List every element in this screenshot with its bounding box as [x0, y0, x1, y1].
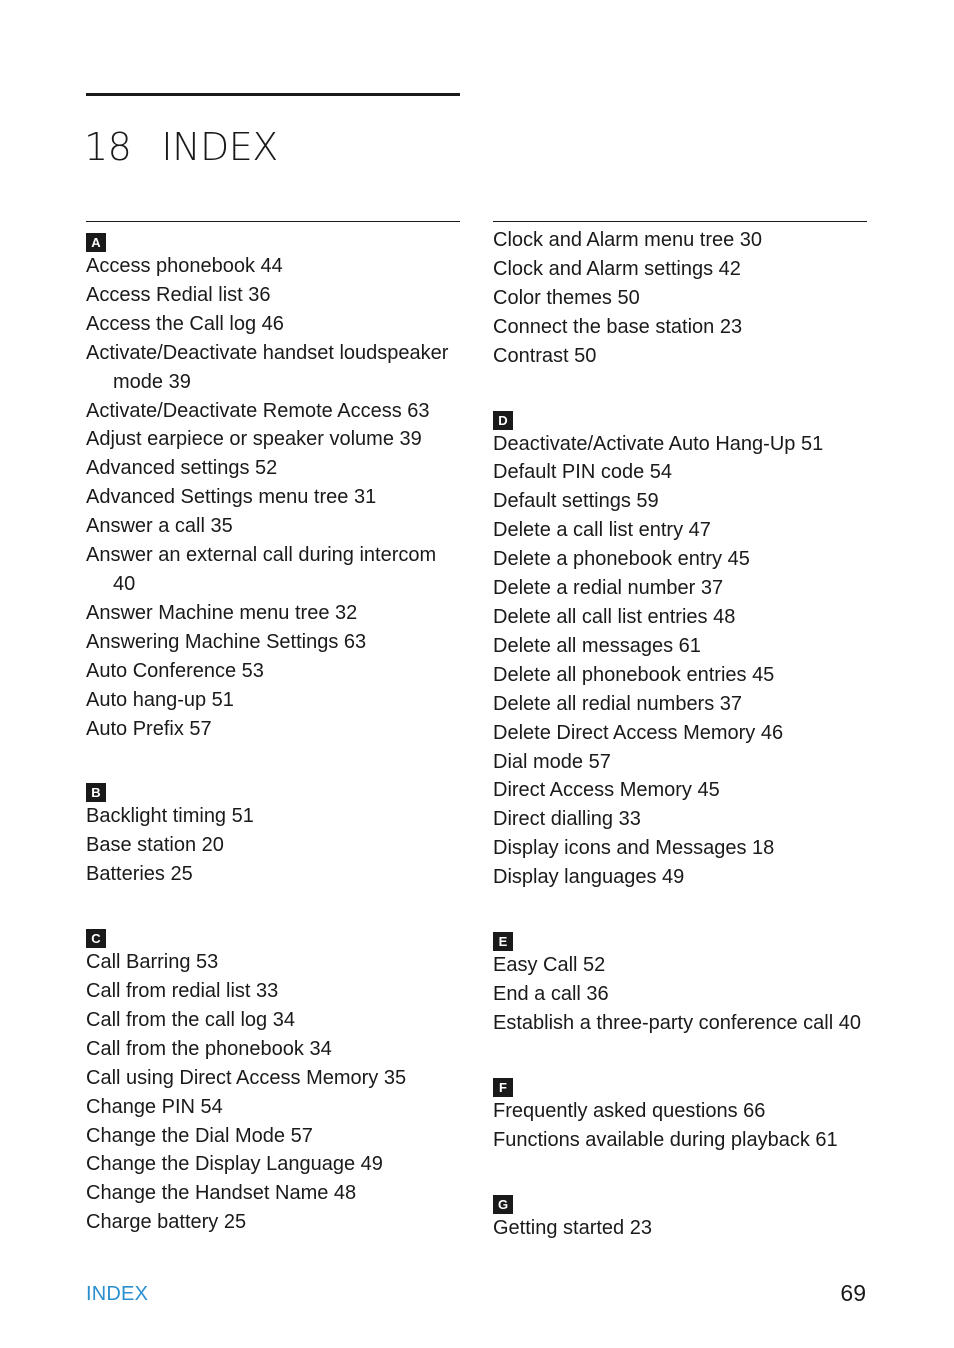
index-entry: Backlight timing 51: [86, 805, 254, 828]
index-entry: Contrast 50: [493, 344, 597, 367]
index-entry: Batteries 25: [86, 863, 193, 886]
index-entry: Functions available during playback 61: [493, 1128, 838, 1151]
index-entry: Auto hang-up 51: [86, 688, 234, 711]
index-column-right: [493, 221, 867, 1242]
index-section: [86, 233, 460, 743]
page-number: 69: [840, 1280, 866, 1306]
index-entry: Easy Call 52: [493, 954, 606, 977]
index-entry: Auto Conference 53: [86, 659, 264, 682]
section-letter-badge: G: [493, 1195, 513, 1214]
index-entry: Delete all phonebook entries 45: [493, 663, 775, 686]
index-entry: End a call 36: [493, 982, 609, 1005]
index-section: [493, 1078, 867, 1155]
index-entry: Call Barring 53: [86, 951, 219, 974]
index-entry: Getting started 23: [493, 1216, 652, 1239]
index-entry-list: [86, 252, 460, 743]
index-entry: Access the Call log 46: [86, 312, 284, 335]
index-entry: Display icons and Messages 18: [493, 837, 775, 860]
index-entry: Deactivate/Activate Auto Hang-Up 51: [493, 432, 824, 455]
chapter-number: 18: [84, 125, 132, 169]
section-letter-badge: D: [493, 411, 513, 430]
section-letter-badge: B: [86, 783, 106, 802]
top-rule: [86, 93, 460, 96]
index-entry: Direct dialling 33: [493, 808, 641, 831]
index-entry-list: [493, 1214, 867, 1243]
index-column-left: [86, 221, 460, 1237]
index-entry: Delete all redial numbers 37: [493, 692, 743, 715]
index-entry: Delete a redial number 37: [493, 577, 724, 600]
index-entry: Dial mode 57: [493, 750, 611, 773]
index-entry: Delete all messages 61: [493, 634, 701, 657]
index-entry: Establish a three-party conference call 40: [493, 1011, 861, 1034]
index-section: [493, 411, 867, 893]
footer-section-label: INDEX: [86, 1283, 149, 1305]
index-entry: Base station 20: [86, 834, 224, 857]
index-entry: Call using Direct Access Memory 35: [86, 1066, 407, 1089]
index-entry: Default PIN code 54: [493, 461, 672, 484]
index-entry: Answer a call 35: [86, 515, 233, 538]
index-section: [493, 1195, 867, 1243]
index-entry: Change PIN 54: [86, 1095, 223, 1118]
index-entry: Default settings 59: [493, 490, 659, 513]
index-entry: Connect the base station 23: [493, 315, 743, 338]
section-letter-badge: A: [86, 233, 106, 252]
index-entry: Call from the phonebook 34: [86, 1037, 332, 1060]
index-entry: Auto Prefix 57: [86, 717, 212, 740]
section-letter-badge: E: [493, 932, 513, 951]
index-section: [86, 929, 460, 1237]
index-entry-list: [493, 226, 867, 371]
section-letter-badge: F: [493, 1078, 513, 1097]
index-entry: Frequently asked questions 66: [493, 1099, 766, 1122]
index-entry: Delete a phonebook entry 45: [493, 548, 750, 571]
section-letter-badge: C: [86, 929, 106, 948]
index-entry-list: [493, 951, 867, 1038]
index-entry: Delete a call list entry 47: [493, 519, 711, 542]
index-entry: Direct Access Memory 45: [493, 779, 720, 802]
page-title: [84, 124, 278, 170]
index-entry: Answer an external call during intercom 40: [86, 544, 437, 595]
index-entry: Clock and Alarm menu tree 30: [493, 229, 763, 251]
index-entry: Change the Dial Mode 57: [86, 1124, 313, 1147]
index-entry: Call from the call log 34: [86, 1008, 295, 1031]
index-entry: Advanced settings 52: [86, 457, 278, 480]
index-entry: Call from redial list 33: [86, 980, 279, 1003]
index-section: [493, 932, 867, 1038]
index-entry: Activate/Deactivate handset loudspeaker mode 39: [86, 341, 449, 393]
index-entry: Delete all call list entries 48: [493, 605, 736, 628]
index-entry: Activate/Deactivate Remote Access 63: [86, 399, 430, 422]
index-entry: Clock and Alarm settings 42: [493, 257, 741, 280]
index-entry-list: [493, 1097, 867, 1155]
index-entry: Answer Machine menu tree 32: [86, 601, 358, 624]
index-entry: Change the Display Language 49: [86, 1153, 383, 1176]
index-entry: Charge battery 25: [86, 1211, 247, 1234]
index-entry: Color themes 50: [493, 286, 640, 309]
index-entry: Access Redial list 36: [86, 283, 271, 306]
index-entry: Access phonebook 44: [86, 255, 283, 277]
index-entry-list: [86, 948, 460, 1237]
index-entry-list: [493, 430, 867, 893]
index-section: [86, 783, 460, 889]
index-entry: Delete Direct Access Memory 46: [493, 721, 784, 744]
index-entry: Change the Handset Name 48: [86, 1182, 357, 1205]
index-entry: Display languages 49: [493, 866, 685, 889]
index-entry: Answering Machine Settings 63: [86, 630, 367, 653]
index-entry: Advanced Settings menu tree 31: [86, 486, 377, 509]
index-section: [493, 226, 867, 371]
index-entry-list: [86, 802, 460, 889]
chapter-title: INDEX: [161, 125, 278, 169]
index-entry: Adjust earpiece or speaker volume 39: [86, 428, 422, 451]
